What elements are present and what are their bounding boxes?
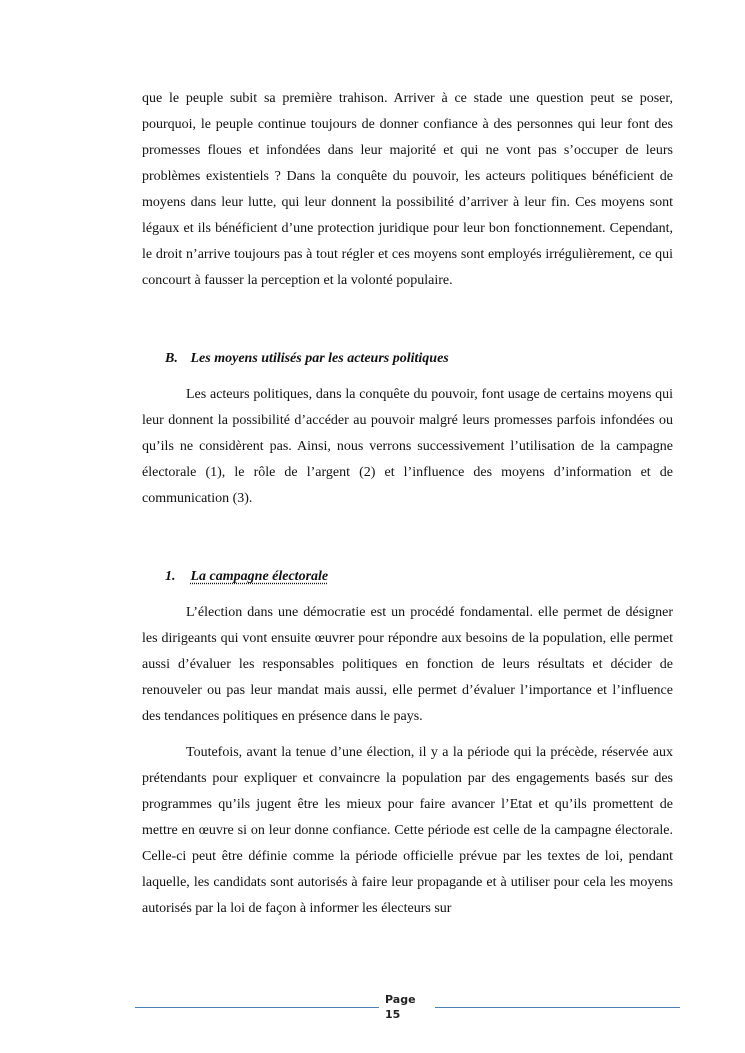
footer-rule-right xyxy=(435,1007,680,1008)
paragraph-campaign: Toutefois, avant la tenue d’une élection, il y a la période qui la précède, réservée aux prétendants pour expliquer et convaincre la population par des engagements basés sur des programmes qu’ils jugent être les mieux pour faire avancer l’Etat et qu’ils promettent de mettre en œuvre si on leur donne confiance. Cette période est celle de la campagne électorale. Celle-ci peut être définie comme la période officielle prévue par les textes de loi, pendant laquelle, les candidats sont autorisés à faire leur propagande et à utiliser pour cela les moyens autorisés par la loi de façon à informer les électeurs sur xyxy=(142,745,673,916)
spacer xyxy=(142,512,673,564)
document-page xyxy=(142,86,673,922)
footer-rule-left xyxy=(135,1007,379,1008)
section-number: B. xyxy=(165,351,178,366)
page-number: 15 xyxy=(385,1008,401,1021)
paragraph-section-b: Les acteurs politiques, dans la conquête du pouvoir, font usage de certains moyens qui leur donnent la possibilité d’accéder au pouvoir malgré leurs promesses parfois infondées ou qu’ils ne considèrent pas. Ainsi, nous verrons successivement l’utilisation de la campagne électorale (1), le rôle de l’argent (2) et l’influence des moyens d’information et de communication (3). xyxy=(142,387,673,506)
page-footer xyxy=(135,990,680,1030)
page-number-block xyxy=(385,992,425,1022)
spacer xyxy=(142,730,673,740)
spacer xyxy=(142,294,673,346)
paragraph-election: L’élection dans une démocratie est un procédé fondamental. elle permet de désigner les dirigeants qui vont ensuite œuvrer pour répondre aux besoins de la population, elle permet aussi d’évaluer les responsables politiques en fonction de leurs résultats et décider de renouveler ou pas leur mandat mais aussi, elle permet d’évaluer l’importance et l’influence des tendances politiques en présence dans le pays. xyxy=(142,605,673,724)
section-title: Les moyens utilisés par les acteurs politiques xyxy=(190,351,449,366)
section-heading-b xyxy=(142,346,673,372)
paragraph-intro: que le peuple subit sa première trahison. Arriver à ce stade une question peut se poser, pourquoi, le peuple continue toujours de donner confiance à des personnes qui leur font des promesses floues et infondées dans leur majorité et qui ne vont pas s’occuper de leurs problèmes existentiels ? Dans la conquête du pouvoir, les acteurs politiques bénéficient de moyens dans leur lutte, qui leur donnent la possibilité d’arriver à leur fin. Ces moyens sont légaux et ils bénéficient d’une protection juridique pour leur bon fonctionnement. Cependant, le droit n’arrive toujours pas à tout régler et ces moyens sont employés irrégulièrement, ce qui concourt à fausser la perception et la volonté populaire. xyxy=(142,91,673,288)
subsection-number: 1. xyxy=(165,569,176,584)
page-label: Page xyxy=(385,993,416,1006)
subsection-title: La campagne électorale xyxy=(190,569,329,584)
subsection-heading-1 xyxy=(142,564,673,590)
